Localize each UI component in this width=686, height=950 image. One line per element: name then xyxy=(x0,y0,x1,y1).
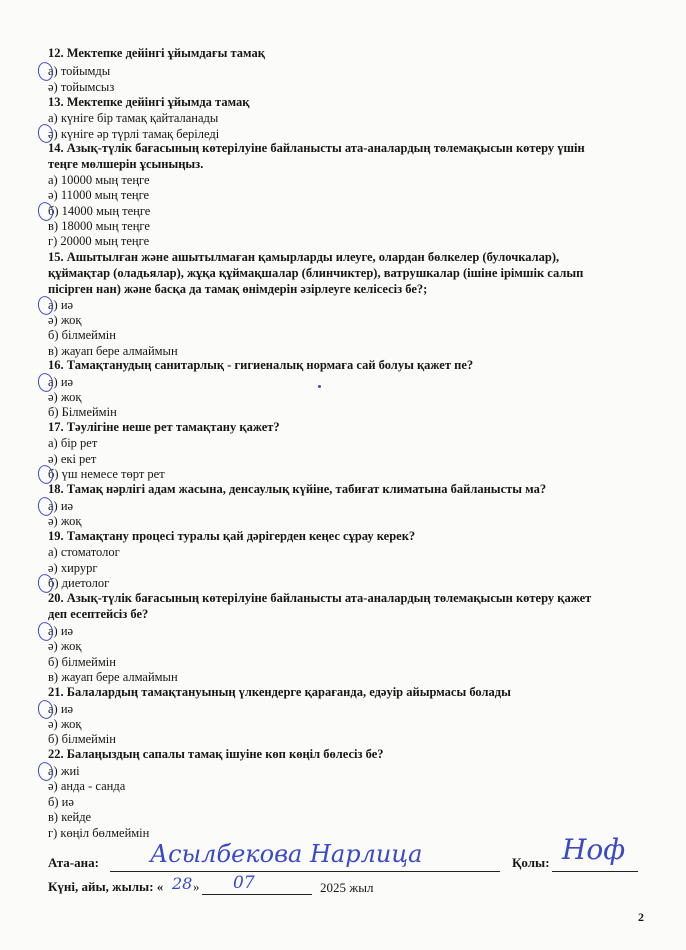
date-label: Күні, айы, жылы: « xyxy=(48,879,164,894)
q17-option-ae[interactable]: ә) екі рет xyxy=(48,452,97,466)
date-close-quote: » xyxy=(193,879,200,894)
q22-option-a[interactable]: а) жиі xyxy=(48,764,80,778)
q15-option-ae[interactable]: ә) жоқ xyxy=(48,313,82,327)
q13-option-a[interactable]: а) күніге бір тамақ қайталанады xyxy=(48,111,219,125)
q17-option-b[interactable]: б) үш немесе төрт рет xyxy=(48,467,165,481)
q22-option-v[interactable]: в) кейде xyxy=(48,810,92,824)
question-17-title: 17. Тәулігіне неше рет тамақтану қажет? xyxy=(48,420,280,434)
page-number: 2 xyxy=(638,910,644,924)
q22-option-g[interactable]: г) көңіл бөлмеймін xyxy=(48,826,150,840)
q19-option-ae[interactable]: ә) хирург xyxy=(48,561,98,575)
q15-option-v[interactable]: в) жауап бере алмаймын xyxy=(48,344,178,358)
question-14-title-line-1: 14. Азық-түлік бағасының көтерілуіне байланысты ата-аналардың төлемақысын көтеру үшін xyxy=(48,141,585,155)
q20-option-ae[interactable]: ә) жоқ xyxy=(48,639,82,653)
q20-option-v[interactable]: в) жауап бере алмаймын xyxy=(48,670,178,684)
q19-option-a[interactable]: а) стоматолог xyxy=(48,545,120,559)
q18-option-a[interactable]: а) иә xyxy=(48,499,74,513)
question-13-title: 13. Мектепке дейінгі ұйымда тамақ xyxy=(48,95,250,109)
question-15-title-line-1: 15. Ашытылған және ашытылмаған қамырларды илеуге, олардан бөлкелер (булочкалар), xyxy=(48,250,560,264)
q20-option-b[interactable]: б) білмеймін xyxy=(48,655,116,669)
question-12-title: 12. Мектепке дейінгі ұйымдағы тамақ xyxy=(48,46,265,60)
parent-label: Ата-ана: xyxy=(48,855,99,870)
q15-option-b[interactable]: б) білмеймін xyxy=(48,328,116,342)
q16-option-a[interactable]: а) иә xyxy=(48,375,74,389)
question-16-title: 16. Тамақтанудың санитарлық - гигиеналық нормаға сай болуы қажет пе? xyxy=(48,358,474,372)
q22-option-ae[interactable]: ә) анда - санда xyxy=(48,779,126,793)
ink-dot xyxy=(318,385,321,388)
question-22-title: 22. Балаңыздың сапалы тамақ ішуіне көп көңіл бөлесіз бе? xyxy=(48,747,384,761)
parent-name-line xyxy=(110,871,500,872)
q12-option-a[interactable]: а) тойымды xyxy=(48,64,111,78)
question-14-title-line-2: теңге мөлшерін ұсыныңыз. xyxy=(48,157,204,171)
question-18-title: 18. Тамақ нәрлігі адам жасына, денсаулық күйіне, табиғат климатына байланысты ма? xyxy=(48,482,547,496)
signature-label: Қолы: xyxy=(512,855,550,870)
date-day-handwritten[interactable]: 28 xyxy=(172,874,193,893)
q18-option-ae[interactable]: ә) жоқ xyxy=(48,514,82,528)
q14-option-b[interactable]: б) 14000 мың теңге xyxy=(48,204,151,218)
q12-option-ae[interactable]: ә) тойымсыз xyxy=(48,80,115,94)
q14-option-g[interactable]: г) 20000 мың теңге xyxy=(48,234,150,248)
q22-option-b[interactable]: б) иә xyxy=(48,795,74,809)
date-month-handwritten[interactable]: 07 xyxy=(233,873,255,893)
question-15-title-line-3: пісірген нан) және басқа да тамақ өнімдерін әзірлеуге келісесіз бе?; xyxy=(48,282,428,296)
parent-name-handwritten[interactable]: Асылбекова Нарлица xyxy=(150,840,423,868)
q17-option-a[interactable]: а) бір рет xyxy=(48,436,98,450)
q19-option-b[interactable]: б) диетолог xyxy=(48,576,110,590)
question-19-title: 19. Тамақтану процесі туралы қай дәрігерден кеңес сұрау керек? xyxy=(48,529,416,543)
q21-option-a[interactable]: а) иә xyxy=(48,702,74,716)
question-15-title-line-2: құймақтар (оладьялар), жұқа құймақшалар (блинчиктер), ватрушкалар (ішіне ірімшік салып xyxy=(48,266,584,280)
q21-option-ae[interactable]: ә) жоқ xyxy=(48,717,82,731)
question-21-title: 21. Балалардың тамақтануының үлкендерге қарағанда, едәуір айырмасы болады xyxy=(48,685,511,699)
q13-option-ae[interactable]: ә) күніге әр түрлі тамақ беріледі xyxy=(48,127,220,141)
signature-line xyxy=(552,871,638,872)
q15-option-a[interactable]: а) иә xyxy=(48,298,74,312)
q20-option-a[interactable]: а) иә xyxy=(48,624,74,638)
question-20-title-line-1: 20. Азық-түлік бағасының көтерілуіне байланысты ата-аналардың төлемақысын көтеру қажет xyxy=(48,591,592,605)
signature-handwritten[interactable]: Ноф xyxy=(562,833,626,866)
q16-option-ae[interactable]: ә) жоқ xyxy=(48,390,82,404)
q14-option-a[interactable]: а) 10000 мың теңге xyxy=(48,173,150,187)
q16-option-b[interactable]: б) Білмеймін xyxy=(48,405,117,419)
q21-option-b[interactable]: б) білмеймін xyxy=(48,732,116,746)
date-year: 2025 жыл xyxy=(320,880,374,895)
date-month-line xyxy=(202,894,312,895)
question-20-title-line-2: деп есептейсіз бе? xyxy=(48,607,149,621)
q14-option-ae[interactable]: ә) 11000 мың теңге xyxy=(48,188,150,202)
q14-option-v[interactable]: в) 18000 мың теңге xyxy=(48,219,150,233)
